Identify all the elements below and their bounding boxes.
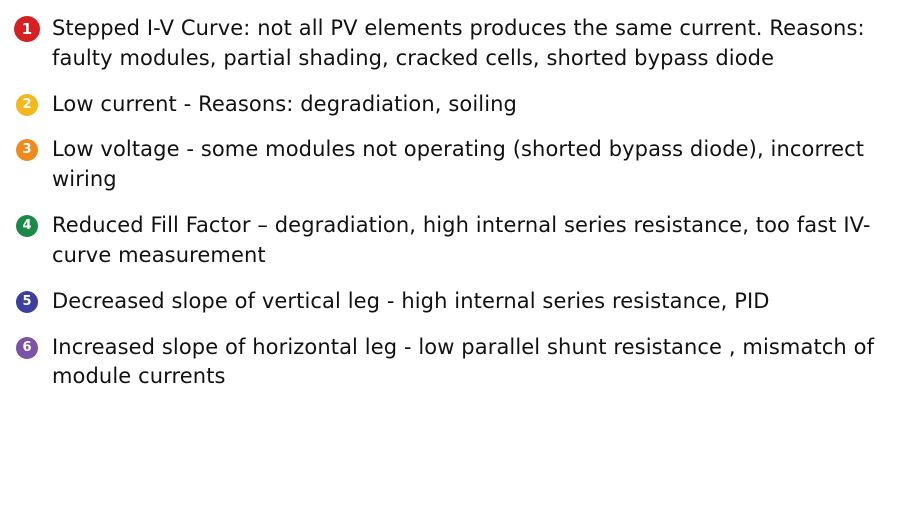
list-item xyxy=(14,135,898,195)
bullet-number-6: 6 xyxy=(16,337,38,359)
list-item-text: Reduced Fill Factor – degradiation, high internal series resistance, too fast IV-curve measurement xyxy=(52,213,871,267)
bullet-number-1: 1 xyxy=(14,16,40,42)
list-item xyxy=(14,287,898,317)
list-item xyxy=(14,90,898,120)
bullet-number-5: 5 xyxy=(16,291,38,313)
list-item-text: Low voltage - some modules not operating (shorted bypass diode), incorrect wiring xyxy=(52,137,865,192)
list-item-text: Stepped I-V Curve: not all PV elements produces the same current. Reasons: faulty modules, partial shading, cracked cells, shorted bypass diode xyxy=(52,16,865,70)
list-item xyxy=(14,333,898,393)
bullet-number-3: 3 xyxy=(16,139,38,161)
list-item-text: Decreased slope of vertical leg - high internal series resistance, PID xyxy=(52,288,770,313)
list-item-text: Increased slope of horizontal leg - low parallel shunt resistance , mismatch of module currents xyxy=(52,334,875,389)
bullet-number-4: 4 xyxy=(16,215,38,237)
list-item xyxy=(14,211,898,271)
list-item xyxy=(14,14,898,74)
list-item-text: Low current - Reasons: degradiation, soiling xyxy=(52,91,517,116)
bullet-number-2: 2 xyxy=(16,94,38,116)
